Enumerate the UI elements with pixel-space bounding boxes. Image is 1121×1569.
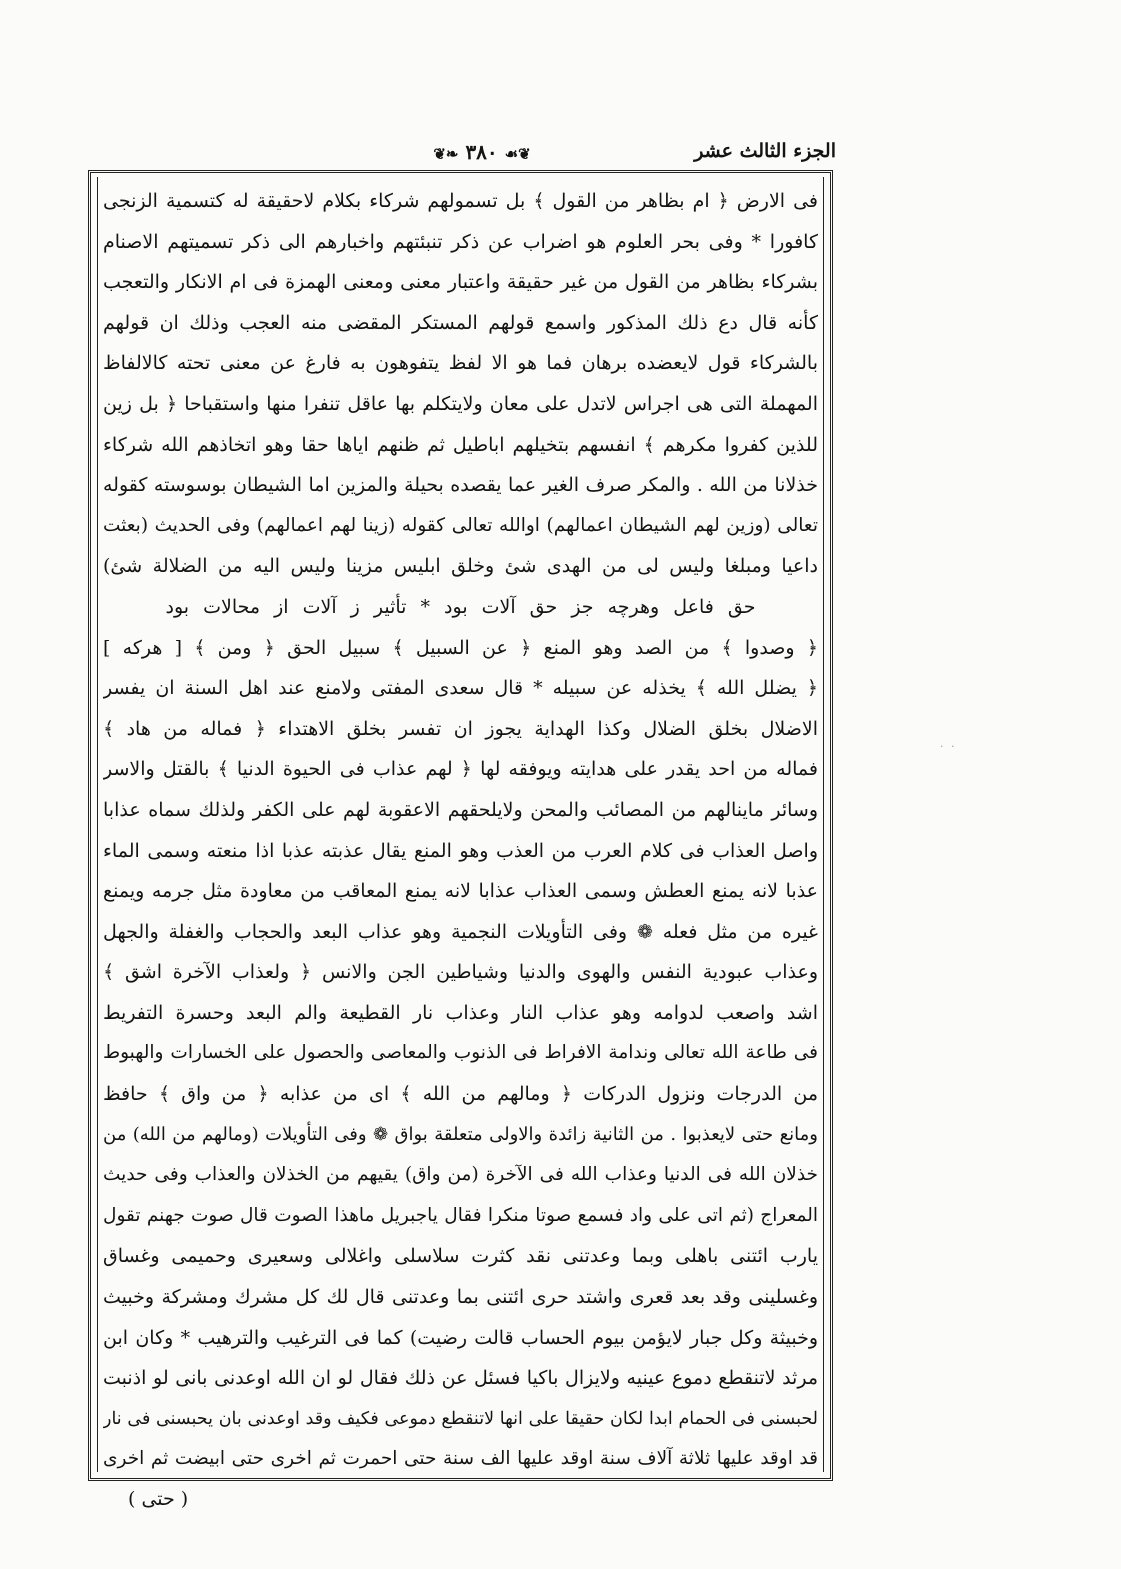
- text-frame: [88, 170, 833, 1481]
- text-line: ﴿ يضلل الله ﴾ يخذله عن سبيله * قال سعدى المفتى ولامنع عند اهل السنة ان يفسر: [103, 677, 818, 700]
- text-line: مرثد لاتنقطع دموع عينيه ولايزال باكيا فسئل عن ذلك فقال لو ان الله اوعدنى بانى لو اذنبت: [103, 1367, 818, 1390]
- text-line: كأنه قال دع ذلك المذكور واسمع قولهم المستكر المقضى منه العجب وذلك ان قولهم: [103, 311, 818, 334]
- ornament-left: ❧❦: [433, 145, 459, 163]
- text-line: فى الارض ﴿ ام بظاهر من القول ﴾ بل تسمولهم شركاء بكلام لاحقيقة له كتسمية الزنجى: [103, 190, 818, 212]
- text-line: تعالى (وزين لهم الشيطان اعمالهم) اوالله تعالى كقوله (زينا لهم اعمالهم) وفى الحديث (بعثت: [103, 514, 818, 536]
- text-line: لحبسنى فى الحمام ابدا لكان حقيقا على انها لاتنقطع دموعى فكيف وقد اوعدنى بان يحبسنى فى نار: [103, 1408, 818, 1429]
- text-line: بشركاء بظاهر من القول من غير حقيقة واعتبار معنى ومعنى الهمزة فى ام الانكار والتعجب: [103, 271, 818, 294]
- text-line: قد اوقد عليها ثلاثة آلاف سنة اوقد عليها الف سنة حتى احمرت ثم اخرى حتى ابيضت ثم اخرى: [103, 1448, 818, 1470]
- text-line: خذلانا من الله . والمكر صرف الغير عما يقصده بحيلة والمزين اما الشيطان بوسوسته كقوله: [103, 474, 818, 497]
- text-line: ﴿ وصدوا ﴾ من الصد وهو المنع ﴿ عن السبيل ﴾ سبيل الحق ﴿ ومن ﴾ [ هركه ]: [103, 636, 818, 659]
- page-number: ٣٨٠: [465, 140, 498, 164]
- text-line: المعراج (ثم اتى على واد فسمع صوتا منكرا فقال ياجبريل ماهذا الصوت قال صوت جهنم تقول: [103, 1204, 818, 1226]
- text-line: يارب ائتنى باهلى وبما وعدتنى نقد كثرت سلاسلى واغلالى وسعيرى وحميمى وغساق: [103, 1245, 818, 1268]
- page-number-block: [88, 140, 836, 164]
- catchword: ( حتى ): [128, 1488, 189, 1510]
- text-line: عذبا لانه يمنع العطش وسمى العذاب عذابا لانه يمنع المعاقب من معاودة مثل جرمه ويمنع: [103, 880, 818, 903]
- text-line: المهملة التى هى اجراس لاتدل على معان ولايتكلم بها عاقل تنفرا منها واستقباحا ﴿ بل زين: [103, 392, 818, 415]
- text-line: اشد واصعب لدوامه وهو عذاب النار وعذاب نار القطيعة والم البعد وحسرة التفريط: [103, 1001, 818, 1024]
- text-line: وخبيثة وكل جبار لايؤمن بيوم الحساب قالت رضيت) كما فى الترغيب والترهيب * وكان ابن: [103, 1326, 818, 1349]
- text-line: كافورا * وفى بحر العلوم هو اضراب عن ذكر تنبئتهم واخبارهم الى ذكر تسميتهم الاصنام: [103, 230, 818, 253]
- text-line: وعذاب عبودية النفس والهوى والدنيا وشياطين الجن والانس ﴿ ولعذاب الآخرة اشق ﴾: [103, 961, 818, 984]
- text-line: من الدرجات ونزول الدركات ﴿ ومالهم من الله ﴾ اى من عذابه ﴿ من واق ﴾ حافظ: [103, 1083, 818, 1106]
- text-line: غيره من مثل فعله ❁ وفى التأويلات النجمية وهو عذاب البعد والحجاب والغفلة والجهل: [103, 920, 818, 943]
- text-line: ومانع حتى لايعذبوا . من الثانية زائدة والاولى متعلقة بواق ❁ وفى التأويلات (ومالهم من الله) من: [103, 1123, 818, 1145]
- page-header: [88, 136, 836, 174]
- body-text: [103, 181, 818, 1480]
- text-line: خذلان الله فى الدنيا وعذاب الله فى الآخرة (من واق) يقيهم من الخذلان والعذاب وفى حديث: [103, 1164, 818, 1186]
- text-line: الاضلال بخلق الضلال وكذا الهداية يجوز ان تفسر بخلق الاهتداء ﴿ فماله من هاد ﴾: [103, 717, 818, 740]
- text-line: وغسلينى وقد بعد قعرى واشتد حرى ائتنى بما وعدتنى قال لك كل مشرك ومشركة وخبيث: [103, 1286, 818, 1309]
- text-line: فماله من احد يقدر على هدايته ويوفقه لها ﴿ لهم عذاب فى الحيوة الدنيا ﴾ بالقتل والاسر: [103, 758, 818, 781]
- text-line: واصل العذاب فى كلام العرب من العذب وهو المنع يقال عذبته عذبا اذا منعته وسمى الماء: [103, 839, 818, 862]
- text-line: وسائر ماينالهم من المصائب والمحن ولايلحقهم الاعقوبة لهم على الكفر ولذلك سماه عذابا: [103, 798, 818, 821]
- text-line: بالشركاء قول لايعضده برهان فما هو الا لفظ يتفوهون به فارغ عن معنى تحته كالالفاظ: [103, 352, 818, 375]
- ornament-right: ❦☙: [504, 145, 531, 163]
- margin-smudge: · ·: [940, 740, 957, 753]
- part-title: الجزء الثالث عشر: [694, 140, 836, 162]
- verse-line: حق فاعل وهرچه جز حق آلات بود * تأثير ز آلات از محالات بود: [165, 595, 756, 618]
- text-line: فى طاعة الله تعالى وندامة الافراط فى الذنوب والمعاصى والحصول على الخسارات والهبوط: [103, 1042, 818, 1064]
- text-line: داعيا ومبلغا وليس لى من الهدى شئ وخلق ابليس مزينا وليس اليه من الضلالة شئ): [103, 555, 818, 578]
- text-line: للذين كفروا مكرهم ﴾ انفسهم بتخيلهم اباطيل ثم ظنهم اياها حقا وهو اتخاذهم الله شركاء: [103, 433, 818, 456]
